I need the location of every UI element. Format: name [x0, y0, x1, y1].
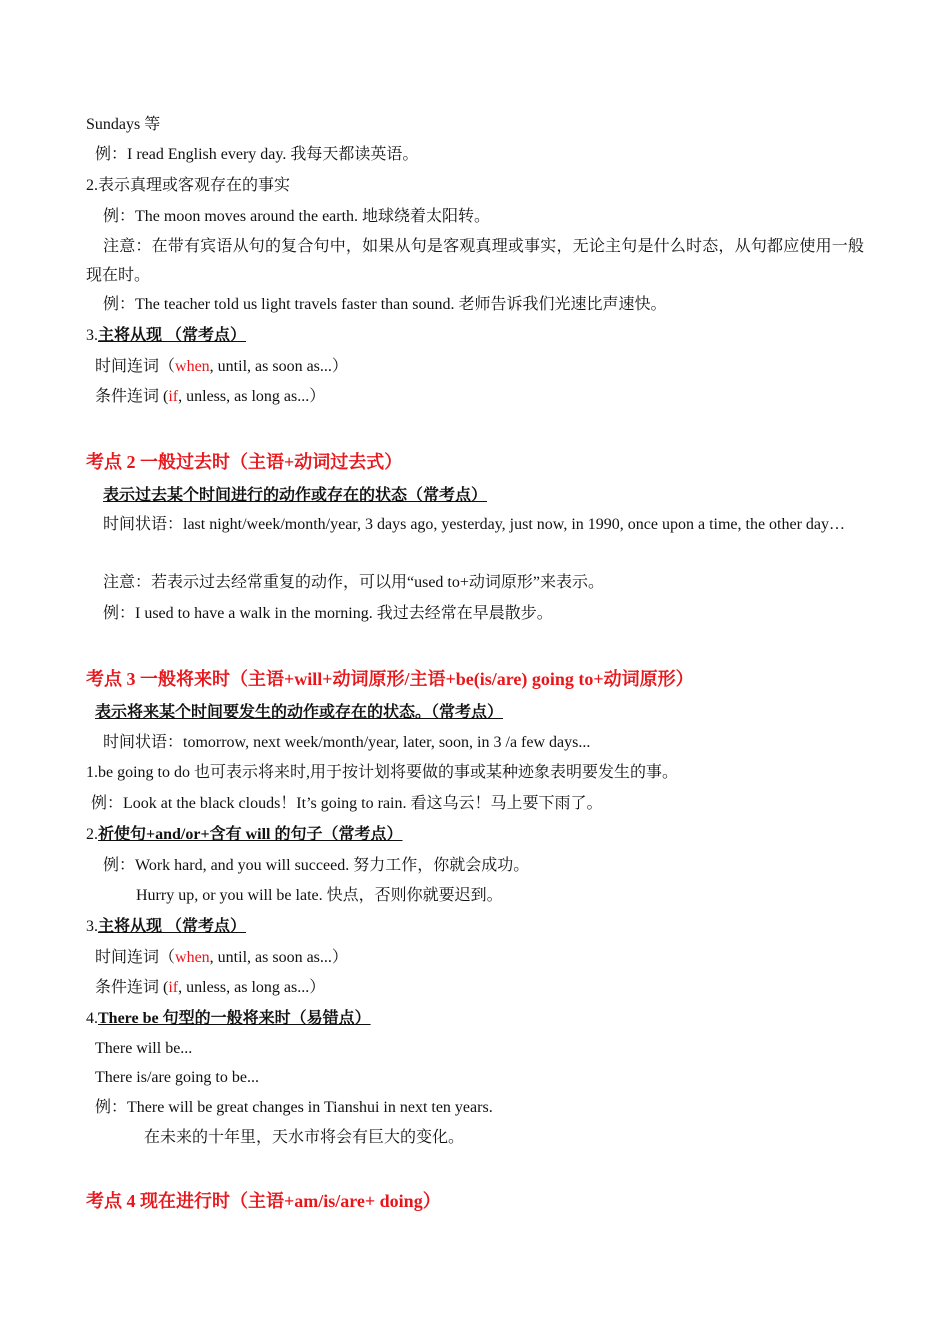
subheading-text: 表示将来某个时间要发生的动作或存在的状态。（常考点）	[95, 704, 504, 721]
example-line: 例：Look at the black clouds！It’s going to rain. 看这乌云！马上要下雨了。	[91, 795, 603, 812]
conjunction-line	[95, 978, 864, 998]
numbered-subheading	[86, 326, 864, 346]
example-line: 例：There will be great changes in Tianshui in next ten years.	[95, 1099, 493, 1116]
pattern-line: There is/are going to be...	[95, 1069, 259, 1086]
text-line: 2.表示真理或客观存在的事实	[86, 177, 291, 194]
subheading-text: 祈使句+and/or+含有 will 的句子（常考点）	[98, 826, 403, 843]
subheading-text: 主将从现 （常考点）	[98, 327, 247, 344]
conjunction-line	[95, 948, 864, 968]
highlight-text: when	[175, 358, 210, 375]
label-text: 时间连词（	[95, 358, 176, 375]
text-line: 1.be going to do 也可表示将来时,用于按计划将要做的事或某种迹象表明要发生的事。	[86, 764, 678, 781]
highlight-text: if	[168, 388, 179, 405]
numbered-subheading	[86, 917, 864, 937]
label-text: 条件连词 (	[95, 979, 169, 996]
section-heading: 考点 2 一般过去时（主语+动词过去式）	[86, 452, 403, 472]
example-line: 例：I read English every day. 我每天都读英语。	[95, 146, 419, 163]
highlight-text: when	[175, 949, 210, 966]
section-subheading	[103, 486, 864, 506]
section-subheading	[95, 703, 864, 723]
subheading-text: 表示过去某个时间进行的动作或存在的状态（常考点）	[103, 487, 488, 504]
subheading-text: There be 句型的一般将来时（易错点）	[98, 1010, 371, 1027]
numbered-subheading	[86, 1009, 864, 1029]
example-line: 例：The moon moves around the earth. 地球绕着太阳转。	[103, 208, 491, 225]
time-adverbial-paragraph: 时间状语：last night/week/month/year, 3 days ago, yesterday, just now, in 1990, once upon a time, the other day…	[103, 516, 846, 533]
section-heading: 考点 4 现在进行时（主语+am/is/are+ doing）	[86, 1191, 441, 1211]
label-text: , unless, as long as...）	[178, 388, 326, 405]
example-line: 例：The teacher told us light travels faster than sound. 老师告诉我们光速比声速快。	[103, 296, 667, 313]
conjunction-line	[95, 357, 864, 377]
pattern-line: There will be...	[95, 1040, 193, 1057]
note-line: 注意：若表示过去经常重复的动作，可以用“used to+动词原形”来表示。	[103, 574, 605, 591]
section-heading: 考点 3 一般将来时（主语+will+动词原形/主语+be(is/are) going to+动词原形）	[86, 669, 694, 689]
example-translation: 在未来的十年里，天水市将会有巨大的变化。	[144, 1129, 465, 1146]
example-line: Hurry up, or you will be late. 快点，否则你就要迟到。	[136, 887, 503, 904]
time-adverbial-line: 时间状语：tomorrow, next week/month/year, later, soon, in 3 /a few days...	[103, 734, 591, 751]
highlight-text: if	[168, 979, 179, 996]
item-number: 4.	[86, 1010, 98, 1027]
label-text: , until, as soon as...）	[209, 358, 348, 375]
conjunction-line	[95, 387, 864, 407]
example-line: 例：Work hard, and you will succeed. 努力工作，你就会成功。	[103, 857, 530, 874]
label-text: , until, as soon as...）	[209, 949, 348, 966]
numbered-subheading	[86, 825, 864, 845]
label-text: 条件连词 (	[95, 388, 169, 405]
item-number: 3.	[86, 918, 98, 935]
example-line: 例：I used to have a walk in the morning. 我过去经常在早晨散步。	[103, 605, 553, 622]
label-text: , unless, as long as...）	[178, 979, 326, 996]
label-text: 时间连词（	[95, 949, 176, 966]
text-line: Sundays 等	[86, 116, 161, 133]
note-paragraph: 注意：在带有宾语从句的复合句中，如果从句是客观真理或事实，无论主句是什么时态，从句都应使用一般现在时。	[86, 238, 864, 284]
subheading-text: 主将从现 （常考点）	[98, 918, 247, 935]
item-number: 3.	[86, 327, 98, 344]
item-number: 2.	[86, 826, 98, 843]
